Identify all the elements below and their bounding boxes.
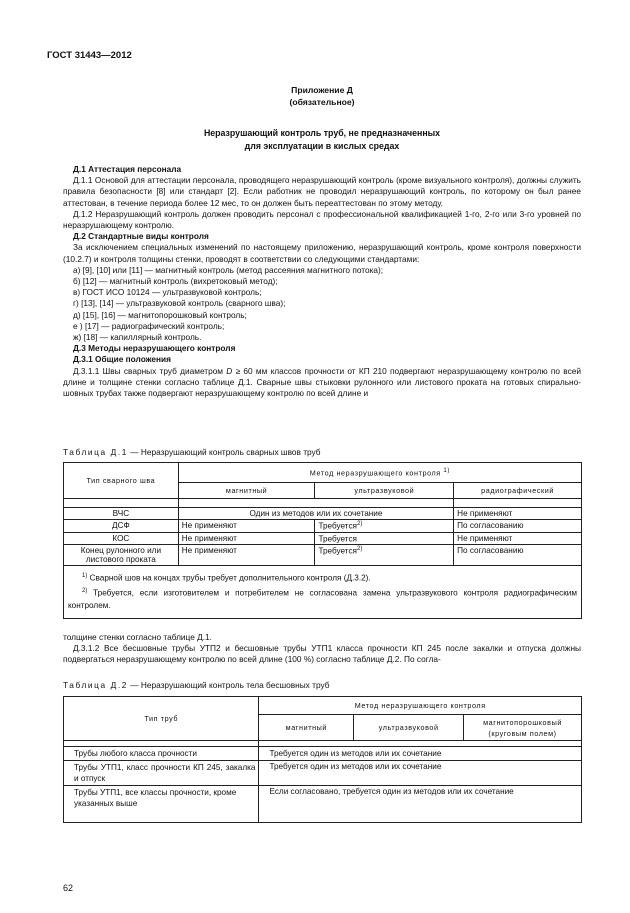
doc-code: ГОСТ 31443—2012: [47, 50, 132, 61]
table2-col-type: Тип труб: [64, 697, 259, 741]
table1-cell-us: [315, 520, 454, 533]
table-row: [64, 786, 582, 823]
appendix-header: [63, 84, 581, 108]
table1-cell-us-sup: 2): [356, 546, 363, 553]
table1-cell-us-text: Требуется: [318, 547, 357, 557]
table1-cell-us: [315, 545, 454, 566]
page-number: 62: [63, 883, 74, 893]
section-title-line-1: Неразрушающий контроль труб, не предназначенных: [203, 128, 441, 138]
para-d3-1-1: [63, 366, 581, 400]
table1-cell-us-sup: 2): [356, 521, 363, 527]
table1-cell-us-text: Требуется: [318, 521, 357, 531]
table2-sub-us: ультразвуковой: [354, 715, 464, 741]
table-row: [64, 520, 582, 533]
table2-cell-val: Требуется один из методов или их сочетание: [259, 747, 582, 761]
table1-sub-mag: магнитный: [178, 483, 315, 499]
table2-sub-mag: магнитный: [259, 715, 354, 741]
table2-cell-type: Трубы УТП1, класс прочности КП 245, закалка и отпуск: [64, 761, 259, 786]
table2-caption-text: — Неразрушающий контроль тела бесшовных труб: [127, 680, 330, 690]
table-row: [64, 508, 582, 520]
table2-cell-val: Требуется один из методов или их сочетание: [259, 761, 582, 786]
table2-caption-label: Таблица Д.2: [63, 680, 128, 690]
table1-cell-mag: Не применяют: [178, 532, 315, 545]
table1-note-1-text: Сварной шов на концах трубы требует дополнительного контроля (Д.3.2).: [87, 574, 371, 584]
heading-d3: Д.3 Методы неразрушающего контроля: [73, 343, 236, 354]
main-text: [63, 164, 581, 399]
table-row: [64, 761, 582, 786]
table1-note-2: [68, 585, 577, 612]
table1-cell-type: Конец рулонного или листового проката: [64, 545, 179, 566]
list-item: г) [13], [14] — ультразвуковой контроль (сварного шва);: [73, 298, 286, 309]
table1-cell-type: ДСФ: [64, 520, 179, 533]
table1-col-type: Тип сварного шва: [64, 463, 179, 499]
para-d1-1: Д.1.1 Основой для аттестации персонала, проводящего неразрушающий контроль (кроме визуального контроля), должны служить правила безопасности [8] или стандарт [2]. Если работник не проводил неразрушающий контроль, по которому он был ранее аттестован, в течение периода более 12 мес, то он должен быть переаттестован по этому методу.: [63, 175, 581, 208]
table1-cell-mag: Не применяют: [178, 545, 315, 566]
table1-note-2-text: Требуется, если изготовителем и потребителем не согласована замена ультразвукового контроля радиографическим контролем.: [68, 588, 577, 610]
table1-cell-mag: Не применяют: [178, 520, 315, 533]
para-d2-intro: За исключением специальных изменений по настоящему приложению, неразрушающий контроль, кроме контроля поверхности (10.2.7) и контроля толщины стенки, проводят в соответствии со следующими стандартами:: [63, 242, 581, 264]
table2-cell-val: Если согласовано, требуется один из методов или их сочетание: [259, 786, 582, 823]
para-d1-2: Д.1.2 Неразрушающий контроль должен проводить персонал с профессиональной квалификацией 1-го, 2-го или 3-го уровней по неразрушающему контролю.: [63, 208, 581, 231]
list-item: д) [15], [16] — магнитопорошковый контроль;: [73, 309, 247, 320]
table1-caption: [63, 447, 321, 457]
appendix-status: (обязательное): [289, 97, 355, 107]
table1-note-2-sup: 2): [82, 588, 88, 595]
list-item: б) [12] — магнитный контроль (вихретоковый метод);: [73, 276, 278, 287]
heading-d2: Д.2 Стандартные виды контроля: [73, 231, 209, 242]
table1-col-method: [178, 463, 581, 483]
table1-cell-type: КОС: [64, 532, 179, 545]
list-item: а) [9], [10] или [11] — магнитный контроль (метод рассеяния магнитного потока);: [73, 264, 384, 275]
para-d3-1-1-post: 60 мм классов прочности от КП 210 подвергают неразрушающему контролю по всей длине и толщине стенки согласно таблице Д.1. Сварные швы стыковки рулонного или листового проката на готовых спирально-шовных трубах также подвергают неразрушающему контролю по всей длине и: [63, 365, 581, 399]
table1-col-method-sup: 1): [443, 467, 450, 474]
table-row: [64, 747, 582, 761]
table1-note-1: [68, 570, 577, 585]
table1-caption-text: — Неразрушающий контроль сварных швов труб: [127, 447, 321, 457]
table1-cell-radio: Не применяют: [454, 532, 582, 545]
table1-notes: [64, 566, 582, 618]
table2-sub-mp: магнитопорошковый (круговым полем): [464, 715, 582, 741]
table2: [63, 696, 582, 823]
table1-cell-us: [315, 532, 454, 545]
table1-cell-radio: По согласованию: [454, 520, 582, 533]
para-d3-1-2: Д.3.1.2 Все бесшовные трубы УТП2 и бесшовные трубы УТП1 класса прочности КП 245 после закалки и отпуска должны подвергаться неразрушающему контролю по всей длине (100 %) согласно таблице Д.2. По согла-: [63, 643, 581, 665]
table1-cell-radio: По согласованию: [454, 545, 582, 566]
table1-note-1-sup: 1): [82, 573, 88, 580]
table1-sub-radio: радиографический: [454, 483, 582, 499]
table2-cell-type: Трубы любого класса прочности: [64, 747, 259, 761]
heading-d3-1: Д.3.1 Общие положения: [73, 354, 171, 365]
table1: [63, 462, 582, 619]
table1-cell-us-text: Требуется: [318, 534, 357, 544]
table-row: [64, 532, 582, 545]
table2-caption: [63, 680, 329, 690]
table1-caption-label: Таблица Д.1: [63, 447, 128, 457]
diameter-symbol: D ≥: [226, 365, 241, 376]
table1-cell-radio: Не применяют: [454, 508, 582, 520]
table1-col-method-text: Метод неразрушающего контроля: [309, 468, 441, 478]
table-row: [64, 545, 582, 566]
list-item: в) ГОСТ ИСО 10124 — ультразвуковой контроль;: [73, 287, 262, 298]
table2-cell-type: Трубы УТП1, все классы прочности, кроме указанных выше: [64, 786, 259, 823]
para-d3-1-1-pre: Д.3.1.1 Швы сварных труб диаметром: [73, 365, 227, 376]
list-item: е ) [17] — радиографический контроль;: [73, 320, 225, 331]
appendix-title: Приложение Д: [291, 85, 353, 95]
continued-text: [63, 632, 581, 666]
para-d3-1-1-cont: толщине стенки согласно таблице Д.1.: [63, 632, 212, 642]
list-item: ж) [18] — капиллярный контроль.: [73, 332, 202, 343]
table1-sub-us: ультразвуковой: [315, 483, 454, 499]
table1-cell-type: ВЧС: [64, 508, 179, 520]
table2-col-method: Метод неразрушающего контроля: [259, 697, 582, 715]
table1-cell-merged: Один из методов или их сочетание: [178, 508, 453, 520]
section-title: [63, 127, 581, 152]
heading-d1: Д.1 Аттестация персонала: [73, 164, 182, 174]
section-title-line-2: для эксплуатации в кислых средах: [244, 140, 400, 151]
